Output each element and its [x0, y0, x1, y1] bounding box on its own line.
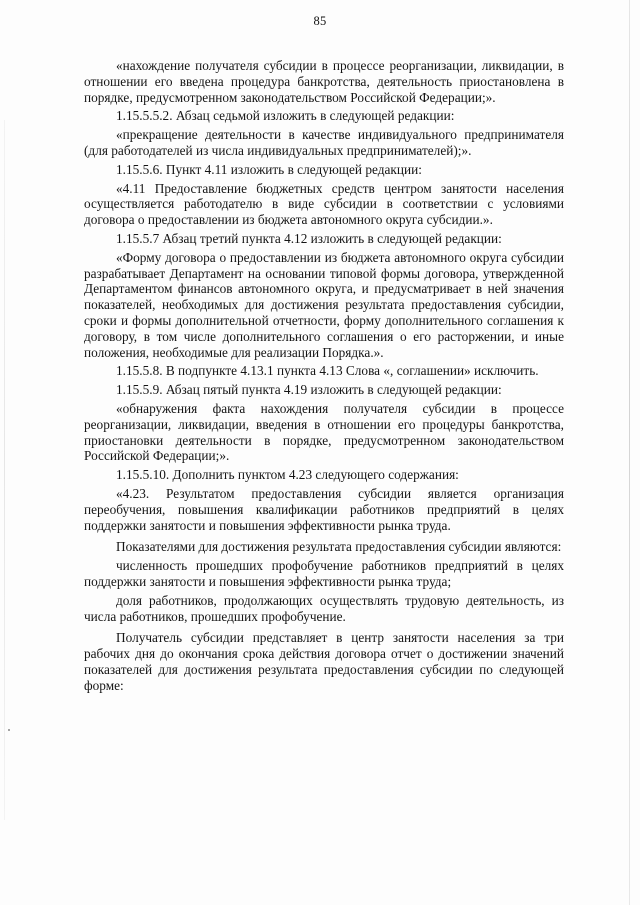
paragraph-amendment-1-15-5-6: 1.15.5.6. Пункт 4.11 изложить в следующей редакции:: [116, 161, 422, 177]
paragraph-clause-4-23: «4.23. Результатом предоставления субсидии является организация переобучения, повышения квалификации работников предприятий в целях поддержки занятости и повышения эффективности рынка труда.: [84, 485, 564, 533]
paragraph-amendment-1-15-5-7: 1.15.5.7 Абзац третий пункта 4.12 изложить в следующей редакции:: [116, 230, 502, 246]
paragraph-termination-clause: «прекращение деятельности в качестве индивидуального предпринимателя (для работодателей из числа индивидуальных предпринимателей);».: [84, 127, 564, 158]
paragraph-bankruptcy-clause: «нахождение получателя субсидии в процессе реорганизации, ликвидации, в отношении его введена процедура банкротства, деятельность приостановлена в порядке, предусмотренном законодательством Российской Федерации;».: [84, 58, 564, 105]
paragraph-indicator-share: доля работников, продолжающих осуществлять трудовую деятельность, из числа работников, прошедших профобучение.: [84, 592, 564, 624]
scan-edge-left: [4, 120, 5, 820]
paragraph-indicators-intro: Показателями для достижения результата предоставления субсидии являются:: [116, 539, 562, 555]
paragraph-clause-4-11: «4.11 Предоставление бюджетных средств центром занятости населения осуществляется работодателю в виде субсидии в соответствии с условиями договора о предоставлении из бюджета автономного округа субсидии.».: [84, 180, 564, 228]
scan-speck: [8, 729, 10, 731]
page-number: 85: [313, 14, 327, 28]
document-body: [84, 58, 564, 696]
paragraph-report-requirement: Получатель субсидии представляет в центр занятости населения за три рабочих дня до окончания срока действия договора отчет о достижении значений показателей для достижения результата предоставления субсидии по следующей форме:: [84, 630, 564, 693]
paragraph-amendment-1-15-5-5-2: 1.15.5.5.2. Абзац седьмой изложить в следующей редакции:: [116, 108, 455, 124]
paragraph-amendment-1-15-5-8: 1.15.5.8. В подпункте 4.13.1 пункта 4.13 Слова «, соглашении» исключить.: [116, 363, 539, 379]
paragraph-amendment-1-15-5-10: 1.15.5.10. Дополнить пунктом 4.23 следующего содержания:: [116, 467, 459, 483]
scan-edge-right: [629, 0, 630, 905]
paragraph-reorganization-clause: «обнаружения факта нахождения получателя субсидии в процессе реорганизации, ликвидации, введения в отношении его процедуры банкротства, приостановки деятельности в порядке, предусмотренном законодательством Российской Федерации;».: [84, 400, 564, 464]
paragraph-indicator-headcount: численность прошедших профобучение работников предприятий в целях поддержки занятости и повышения эффективности рынка труда;: [84, 558, 564, 589]
paragraph-amendment-1-15-5-9: 1.15.5.9. Абзац пятый пункта 4.19 изложить в следующей редакции:: [116, 382, 502, 398]
paragraph-contract-form-clause: «Форму договора о предоставлении из бюджета автономного округа субсидии разрабатывает Департамент на основании типовой формы договора, утвержденной Департаментом финансов автономного округа, и предусматривает в ней значения показателей, необходимых для достижения результата предоставления субсидии, сроки и формы дополнительной отчетности, форму дополнительного соглашения к договору, в том числе дополнительного соглашения о его расторжении, и иные положения, необходимые для реализации Порядка.».: [84, 249, 564, 360]
